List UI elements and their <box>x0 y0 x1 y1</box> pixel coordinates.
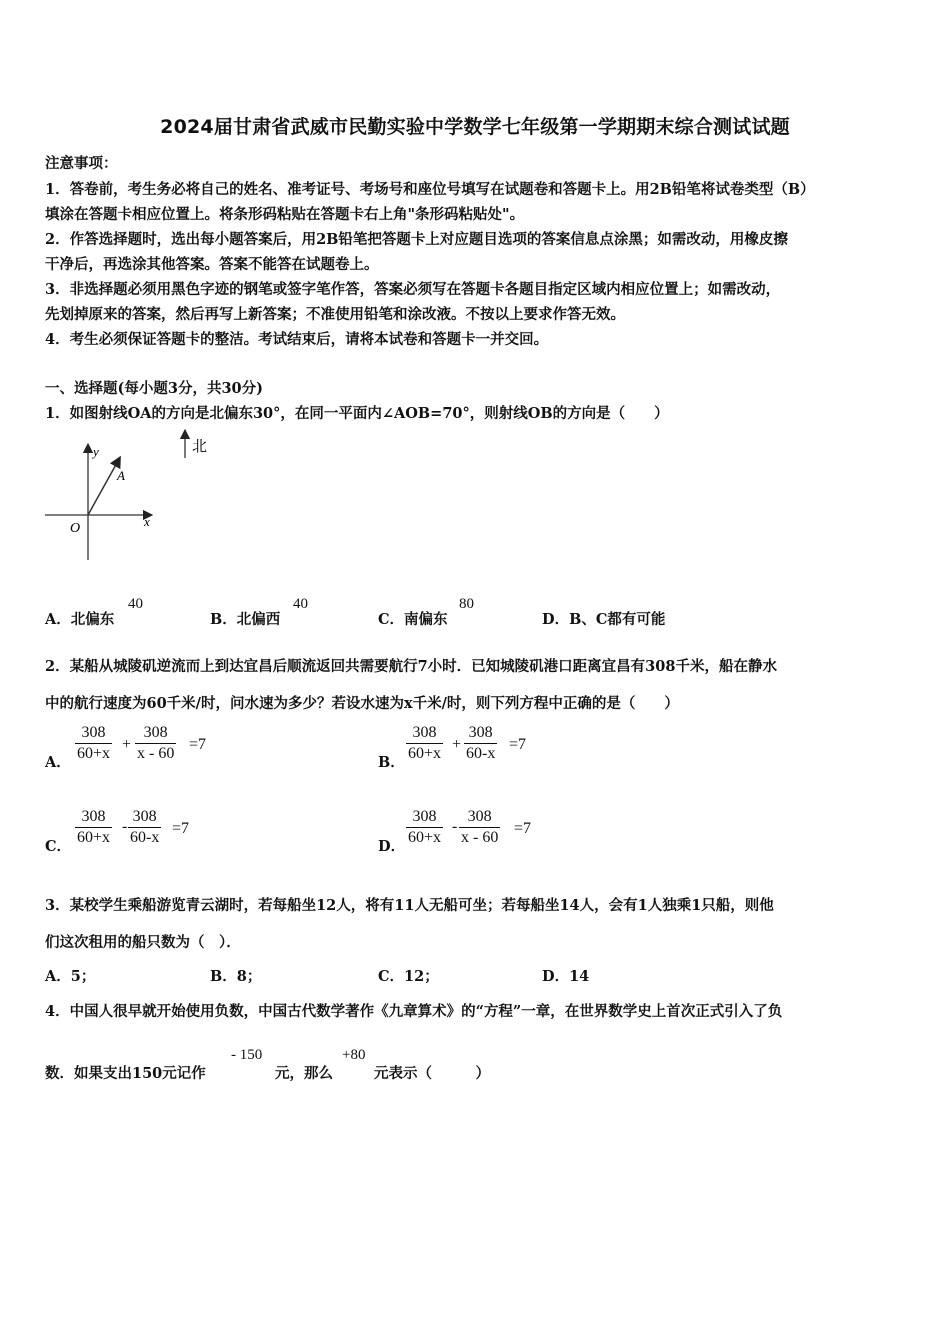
fraction <box>406 724 443 763</box>
numerator: 308 <box>467 808 492 825</box>
question-3-line: 们这次租用的船只数为（ ）． <box>45 934 241 951</box>
numerator: 308 <box>81 808 106 825</box>
operator: - <box>122 818 128 835</box>
option-b[interactable]: B．8； <box>210 968 262 985</box>
question-4-text: 数．如果支出150元记作 <box>45 1065 206 1082</box>
fraction <box>459 808 500 847</box>
fraction <box>135 724 176 763</box>
option-a[interactable]: A． <box>45 754 71 771</box>
section-heading: 一、选择题(每小题3分，共30分) <box>45 380 263 397</box>
question-4-text: 元表示（ ） <box>374 1065 490 1082</box>
option-d[interactable]: D． <box>378 838 406 855</box>
operator: + <box>452 736 462 753</box>
positive-value: +80 <box>342 1047 366 1063</box>
notice-line: 2．作答选择题时，选出每小题答案后，用2B铅笔把答题卡上对应题目选项的答案信息点涂黑；如需改动，用橡皮擦 <box>45 231 788 248</box>
option-a[interactable]: A．北偏东 <box>45 611 115 628</box>
notice-line: 先划掉原来的答案，然后再写上新答案；不准使用铅笔和涂改液。不按以上要求作答无效。 <box>45 306 625 323</box>
point-a-label: A <box>117 468 125 483</box>
denominator: x - 60 <box>137 745 175 762</box>
option-d[interactable]: D．14 <box>542 968 590 985</box>
question-3-line: 3．某校学生乘船游览青云湖时，若每船坐12人，将有11人无船可坐；若每船坐14人，会有1人独乘1只船，则他 <box>45 897 774 914</box>
numerator: 308 <box>132 808 157 825</box>
denominator: 60+x <box>408 829 442 846</box>
option-a-value: 40 <box>128 596 143 612</box>
option-c[interactable]: C．南偏东 <box>378 611 448 628</box>
equation-rhs: =7 <box>509 736 527 753</box>
negative-value: - 150 <box>231 1047 263 1063</box>
equation-rhs: =7 <box>514 820 532 837</box>
question-4-line: 4．中国人很早就开始使用负数，中国古代数学著作《九章算术》的“方程”一章，在世界数学史上首次正式引入了负 <box>45 1003 783 1020</box>
denominator: 60-x <box>130 829 160 846</box>
option-b[interactable]: B．北偏西 <box>210 611 281 628</box>
page-title: 2024届甘肃省武威市民勤实验中学数学七年级第一学期期末综合测试试题 <box>160 116 790 138</box>
denominator: 60+x <box>77 829 111 846</box>
option-c-value: 80 <box>459 596 474 612</box>
option-a[interactable]: A．5； <box>45 968 96 985</box>
numerator: 308 <box>468 724 493 741</box>
equation-rhs: =7 <box>189 736 207 753</box>
north-label: 北 <box>192 437 208 455</box>
numerator: 308 <box>412 724 437 741</box>
option-c[interactable]: C． <box>45 838 72 855</box>
notice-line: 填涂在答题卡相应位置上。将条形码粘贴在答题卡右上角"条形码粘贴处"。 <box>45 206 525 223</box>
numerator: 308 <box>412 808 437 825</box>
notice-line: 4．考生必须保证答题卡的整洁。考试结束后，请将本试卷和答题卡一并交回。 <box>45 331 549 348</box>
denominator: x - 60 <box>461 829 499 846</box>
option-c[interactable]: C．12； <box>378 968 439 985</box>
x-label: x <box>144 514 150 529</box>
fraction <box>128 808 161 847</box>
fraction <box>75 808 112 847</box>
ray-oa <box>88 461 118 515</box>
fraction <box>406 808 443 847</box>
notice-line: 1．答卷前，考生务必将自己的姓名、准考证号、考场号和座位号填写在试题卷和答题卡上。用2B铅笔将试卷类型（B） <box>45 181 815 198</box>
question-1-stem: 1．如图射线OA的方向是北偏东30°，在同一平面内∠AOB=70°，则射线OB的方向是（ ） <box>45 405 669 422</box>
option-b-value: 40 <box>293 596 308 612</box>
notice-heading: 注意事项： <box>45 155 118 172</box>
option-b[interactable]: B． <box>378 754 405 771</box>
denominator: 60+x <box>77 745 111 762</box>
equation-rhs: =7 <box>172 820 190 837</box>
numerator: 308 <box>143 724 168 741</box>
origin-label: O <box>70 521 81 536</box>
y-label: y <box>93 444 99 459</box>
denominator: 60-x <box>466 745 496 762</box>
fraction <box>75 724 112 763</box>
notice-line: 3．非选择题必须用黑色字迹的钢笔或签字笔作答，答案必须写在答题卡各题目指定区域内相应位置上；如需改动， <box>45 281 781 298</box>
question-2-line: 中的航行速度为60千米/时，问水速为多少？若设水速为x千米/时，则下列方程中正确的是（ ） <box>45 695 679 712</box>
option-d[interactable]: D．B、C都有可能 <box>542 611 666 628</box>
operator: - <box>452 818 458 835</box>
denominator: 60+x <box>408 745 442 762</box>
notice-line: 干净后，再选涂其他答案。答案不能答在试题卷上。 <box>45 256 379 273</box>
fraction <box>464 724 497 763</box>
numerator: 308 <box>81 724 106 741</box>
question-2-line: 2．某船从城陵矶逆流而上到达宜昌后顺流返回共需要航行7小时．已知城陵矶港口距离宜昌有308千米，船在静水 <box>45 658 777 675</box>
question-1-figure <box>40 428 230 568</box>
question-4-text: 元，那么 <box>275 1065 333 1082</box>
operator: + <box>122 736 132 753</box>
